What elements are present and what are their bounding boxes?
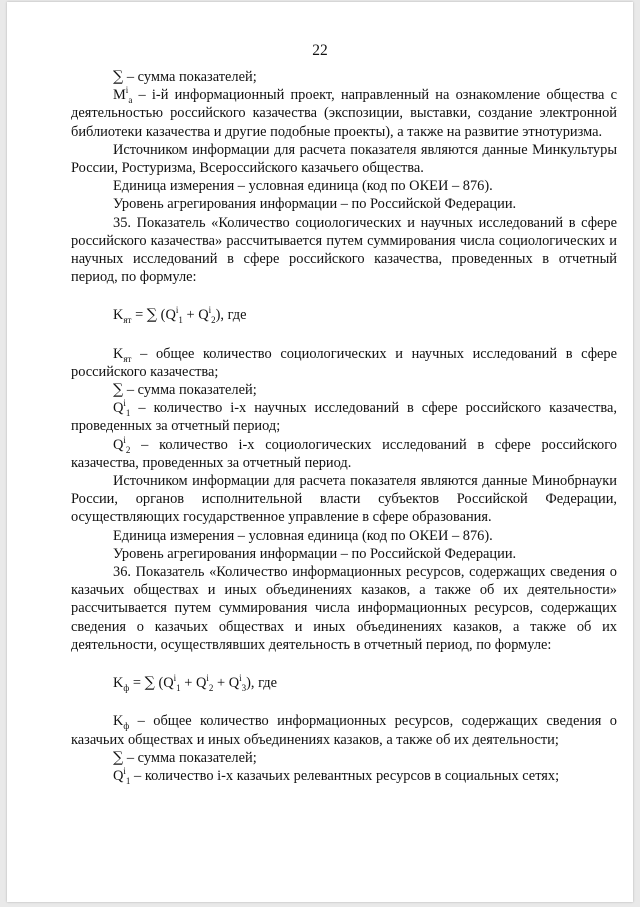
sum-definition-2: ∑ – сумма показателей; [113,382,257,399]
k-definition-2: $K_ф$ – общее количество информационных ресурсов, содержащих сведения о казачьих обществах и иных объединениях казаков, а также об их деятельности; [71,713,617,748]
page-number: 22 [312,42,328,59]
document-page [7,2,633,902]
project-definition: $M^i_а - i-й$ информационный проект, направленный на ознакомление общества с деятельностью российского казачества (экспозиции, выставки, создание электронной библиотеки казачества и другие подобные проекты), а также на развитие этнотуризма. [71,85,617,140]
indicator-36-paragraph: 36. Показатель «Количество информационных ресурсов, содержащих сведения о казачьих обществах и иных объединениях казаков, а также об их деятельности» рассчитывается путем суммирования числа информационных ресурсов, содержащих сведения о казачьих обществах и иных объединениях казаков, а также об их деятельности, осуществлявших деятельность в отчетный период, по формуле: [71,564,617,653]
unit-paragraph-2: Единица измерения – условная единица (код по ОКЕИ – 876). [113,527,493,544]
indicator-35-paragraph: 35. Показатель «Количество социологических и научных исследований в сфере российского казачества» рассчитывается путем суммирования числа социологических и научных исследований в сфере российского казачества, проведенных в отчетный период, по формуле: [71,214,617,286]
q2-definition: $Q^i_2$ – количество i-х социологических исследований в сфере российского казачества, проведенных за отчетный период. [71,434,617,471]
formula-35: $K_{ят}$ = ∑ $(Q^i_1 + Q^i_2)$, где [113,305,247,326]
page-body [71,68,617,785]
source-paragraph: Источником информации для расчета показателя являются данные Минкультуры России, Ростуризма, Всероссийского казачьего общества. [71,141,617,177]
source-paragraph-2: Источником информации для расчета показателя являются данные Минобрнауки России, органов исполнительной власти субъектов Российской Федерации, осуществляющих государственное управление в сфере образования. [71,473,617,526]
sigma-symbol: ∑ [113,69,124,85]
q1-definition: $Q^i_1$ – количество i-х научных исследований в сфере российского казачества, проведенных за отчетный период; [71,398,617,435]
sum-definition: ∑ – сумма показателей; [113,69,257,85]
formula-36: $K_ф$ = ∑ $(Q^i_1 + Q^i_2 + Q^i_3)$, где [113,673,278,693]
k-definition: $K_{ят}$ – общее количество социологических и научных исследований в сфере российского казачества; [71,345,617,380]
sum-definition-3: ∑ – сумма показателей; [113,749,257,766]
aggregation-paragraph: Уровень агрегирования информации – по Российской Федерации. [113,196,517,213]
unit-paragraph: Единица измерения – условная единица (код по ОКЕИ – 876). [113,178,493,195]
aggregation-paragraph-2: Уровень агрегирования информации – по Российской Федерации. [113,545,517,562]
q1-definition-2: $Q^i_1$ – количество i-х казачьих релевантных ресурсов в социальных сетях; [113,766,560,786]
